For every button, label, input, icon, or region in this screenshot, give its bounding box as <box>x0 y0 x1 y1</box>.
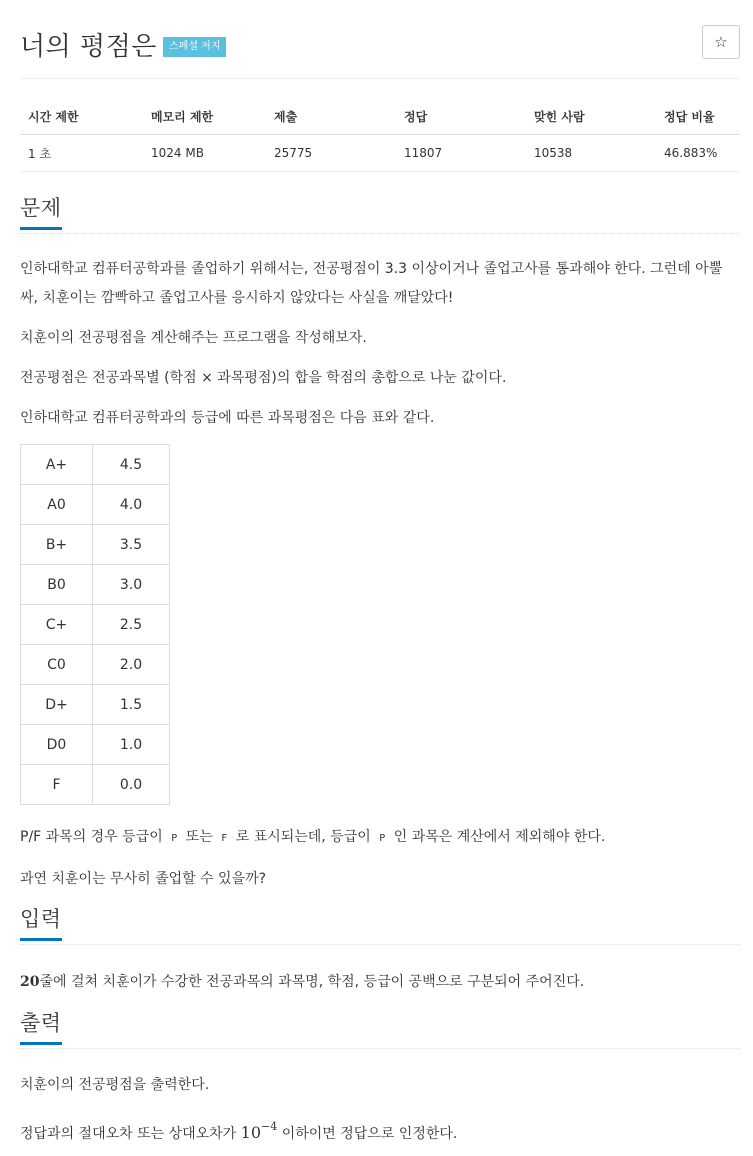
problem-section-title: 문제 <box>20 195 62 230</box>
output-paragraph-1: 치훈이의 전공평점을 출력한다. <box>20 1077 210 1093</box>
error-tolerance-base: 10 <box>240 1123 262 1142</box>
grade-point: 4.5 <box>93 445 170 485</box>
grade-letter: D0 <box>21 725 93 765</box>
grade-row <box>21 605 170 645</box>
input-section-title: 입력 <box>20 906 62 941</box>
description-paragraph-2: 치훈이의 전공평점을 계산해주는 프로그램을 작성해보자. <box>20 330 367 346</box>
grade-code-p-2: P <box>379 833 386 844</box>
input-section-header <box>20 906 740 945</box>
grade-row <box>21 685 170 725</box>
output-text-a: 정답과의 절대오차 또는 상대오차가 <box>20 1126 237 1142</box>
pf-text-a: P/F 과목의 경우 등급이 <box>20 829 163 845</box>
favorite-button[interactable] <box>702 25 740 59</box>
pf-text-c: 로 표시되는데, 등급이 <box>235 829 371 845</box>
description-paragraph-4: 인하대학교 컴퓨터공학과의 등급에 따른 과목평점은 다음 표와 같다. <box>20 410 435 426</box>
grade-letter: D+ <box>21 685 93 725</box>
grade-letter: B0 <box>21 565 93 605</box>
grade-row <box>21 725 170 765</box>
grade-point: 2.0 <box>93 645 170 685</box>
grade-table <box>20 444 170 805</box>
page-title: 너의 평점은 <box>20 32 157 62</box>
info-header-submissions: 제출 <box>266 98 396 135</box>
output-text-b: 이하이면 정답으로 인정한다. <box>281 1126 458 1142</box>
grade-point: 2.5 <box>93 605 170 645</box>
error-tolerance-exponent: −4 <box>261 1120 278 1133</box>
grade-point: 3.0 <box>93 565 170 605</box>
problem-info-table <box>20 98 740 172</box>
grade-letter: A0 <box>21 485 93 525</box>
grade-row <box>21 765 170 805</box>
grade-point: 1.5 <box>93 685 170 725</box>
special-judge-badge: 스페셜 저지 <box>163 37 226 57</box>
problem-section-header <box>20 195 740 234</box>
info-accepted: 11807 <box>396 135 526 172</box>
grade-letter: C0 <box>21 645 93 685</box>
grade-row <box>21 645 170 685</box>
info-ratio: 46.883% <box>656 135 740 172</box>
info-time-limit: 1 초 <box>20 135 143 172</box>
description-paragraph-1: 인하대학교 컴퓨터공학과를 졸업하기 위해서는, 전공평점이 3.3 이상이거나 졸업고사를 통과해야 한다. 그런데 아뿔싸, 치훈이는 깜빡하고 졸업고사를 응시하지 않았다는 사실을 깨달았다! <box>20 261 723 306</box>
info-submissions: 25775 <box>266 135 396 172</box>
grade-code-f: F <box>221 833 228 844</box>
grade-letter: A+ <box>21 445 93 485</box>
title-row <box>20 22 740 79</box>
grade-row <box>21 525 170 565</box>
description-paragraph-3: 전공평점은 전공과목별 (학점 × 과목평점)의 합을 학점의 총합으로 나눈 값이다. <box>20 370 507 386</box>
grade-point: 4.0 <box>93 485 170 525</box>
info-header-time-limit: 시간 제한 <box>20 98 143 135</box>
grade-code-p: P <box>171 833 178 844</box>
grade-letter: C+ <box>21 605 93 645</box>
info-memory-limit: 1024 MB <box>143 135 266 172</box>
output-paragraph-2 <box>20 1112 732 1149</box>
info-header-ratio: 정답 비율 <box>656 98 740 135</box>
input-description <box>20 968 732 997</box>
info-header-memory-limit: 메모리 제한 <box>143 98 266 135</box>
output-section-header <box>20 1010 740 1049</box>
info-header-row <box>20 98 740 135</box>
pf-text-b: 또는 <box>185 829 213 845</box>
grade-point: 1.0 <box>93 725 170 765</box>
pf-text-d: 인 과목은 계산에서 제외해야 한다. <box>393 829 606 845</box>
grade-row <box>21 565 170 605</box>
input-line-count: 20 <box>20 974 40 990</box>
description-paragraph-5 <box>20 823 732 853</box>
grade-point: 0.0 <box>93 765 170 805</box>
grade-row <box>21 445 170 485</box>
info-solvers: 10538 <box>526 135 656 172</box>
info-header-accepted: 정답 <box>396 98 526 135</box>
grade-letter: F <box>21 765 93 805</box>
error-tolerance <box>240 1120 278 1142</box>
star-icon: ☆ <box>714 33 728 51</box>
grade-row <box>21 485 170 525</box>
description-paragraph-6: 과연 치훈이는 무사히 졸업할 수 있을까? <box>20 871 267 887</box>
output-section-title: 출력 <box>20 1010 62 1045</box>
grade-point: 3.5 <box>93 525 170 565</box>
grade-letter: B+ <box>21 525 93 565</box>
info-header-solvers: 맞힌 사람 <box>526 98 656 135</box>
input-text: 줄에 걸쳐 치훈이가 수강한 전공과목의 과목명, 학점, 등급이 공백으로 구분되어 주어진다. <box>39 974 585 990</box>
info-value-row <box>20 135 740 172</box>
